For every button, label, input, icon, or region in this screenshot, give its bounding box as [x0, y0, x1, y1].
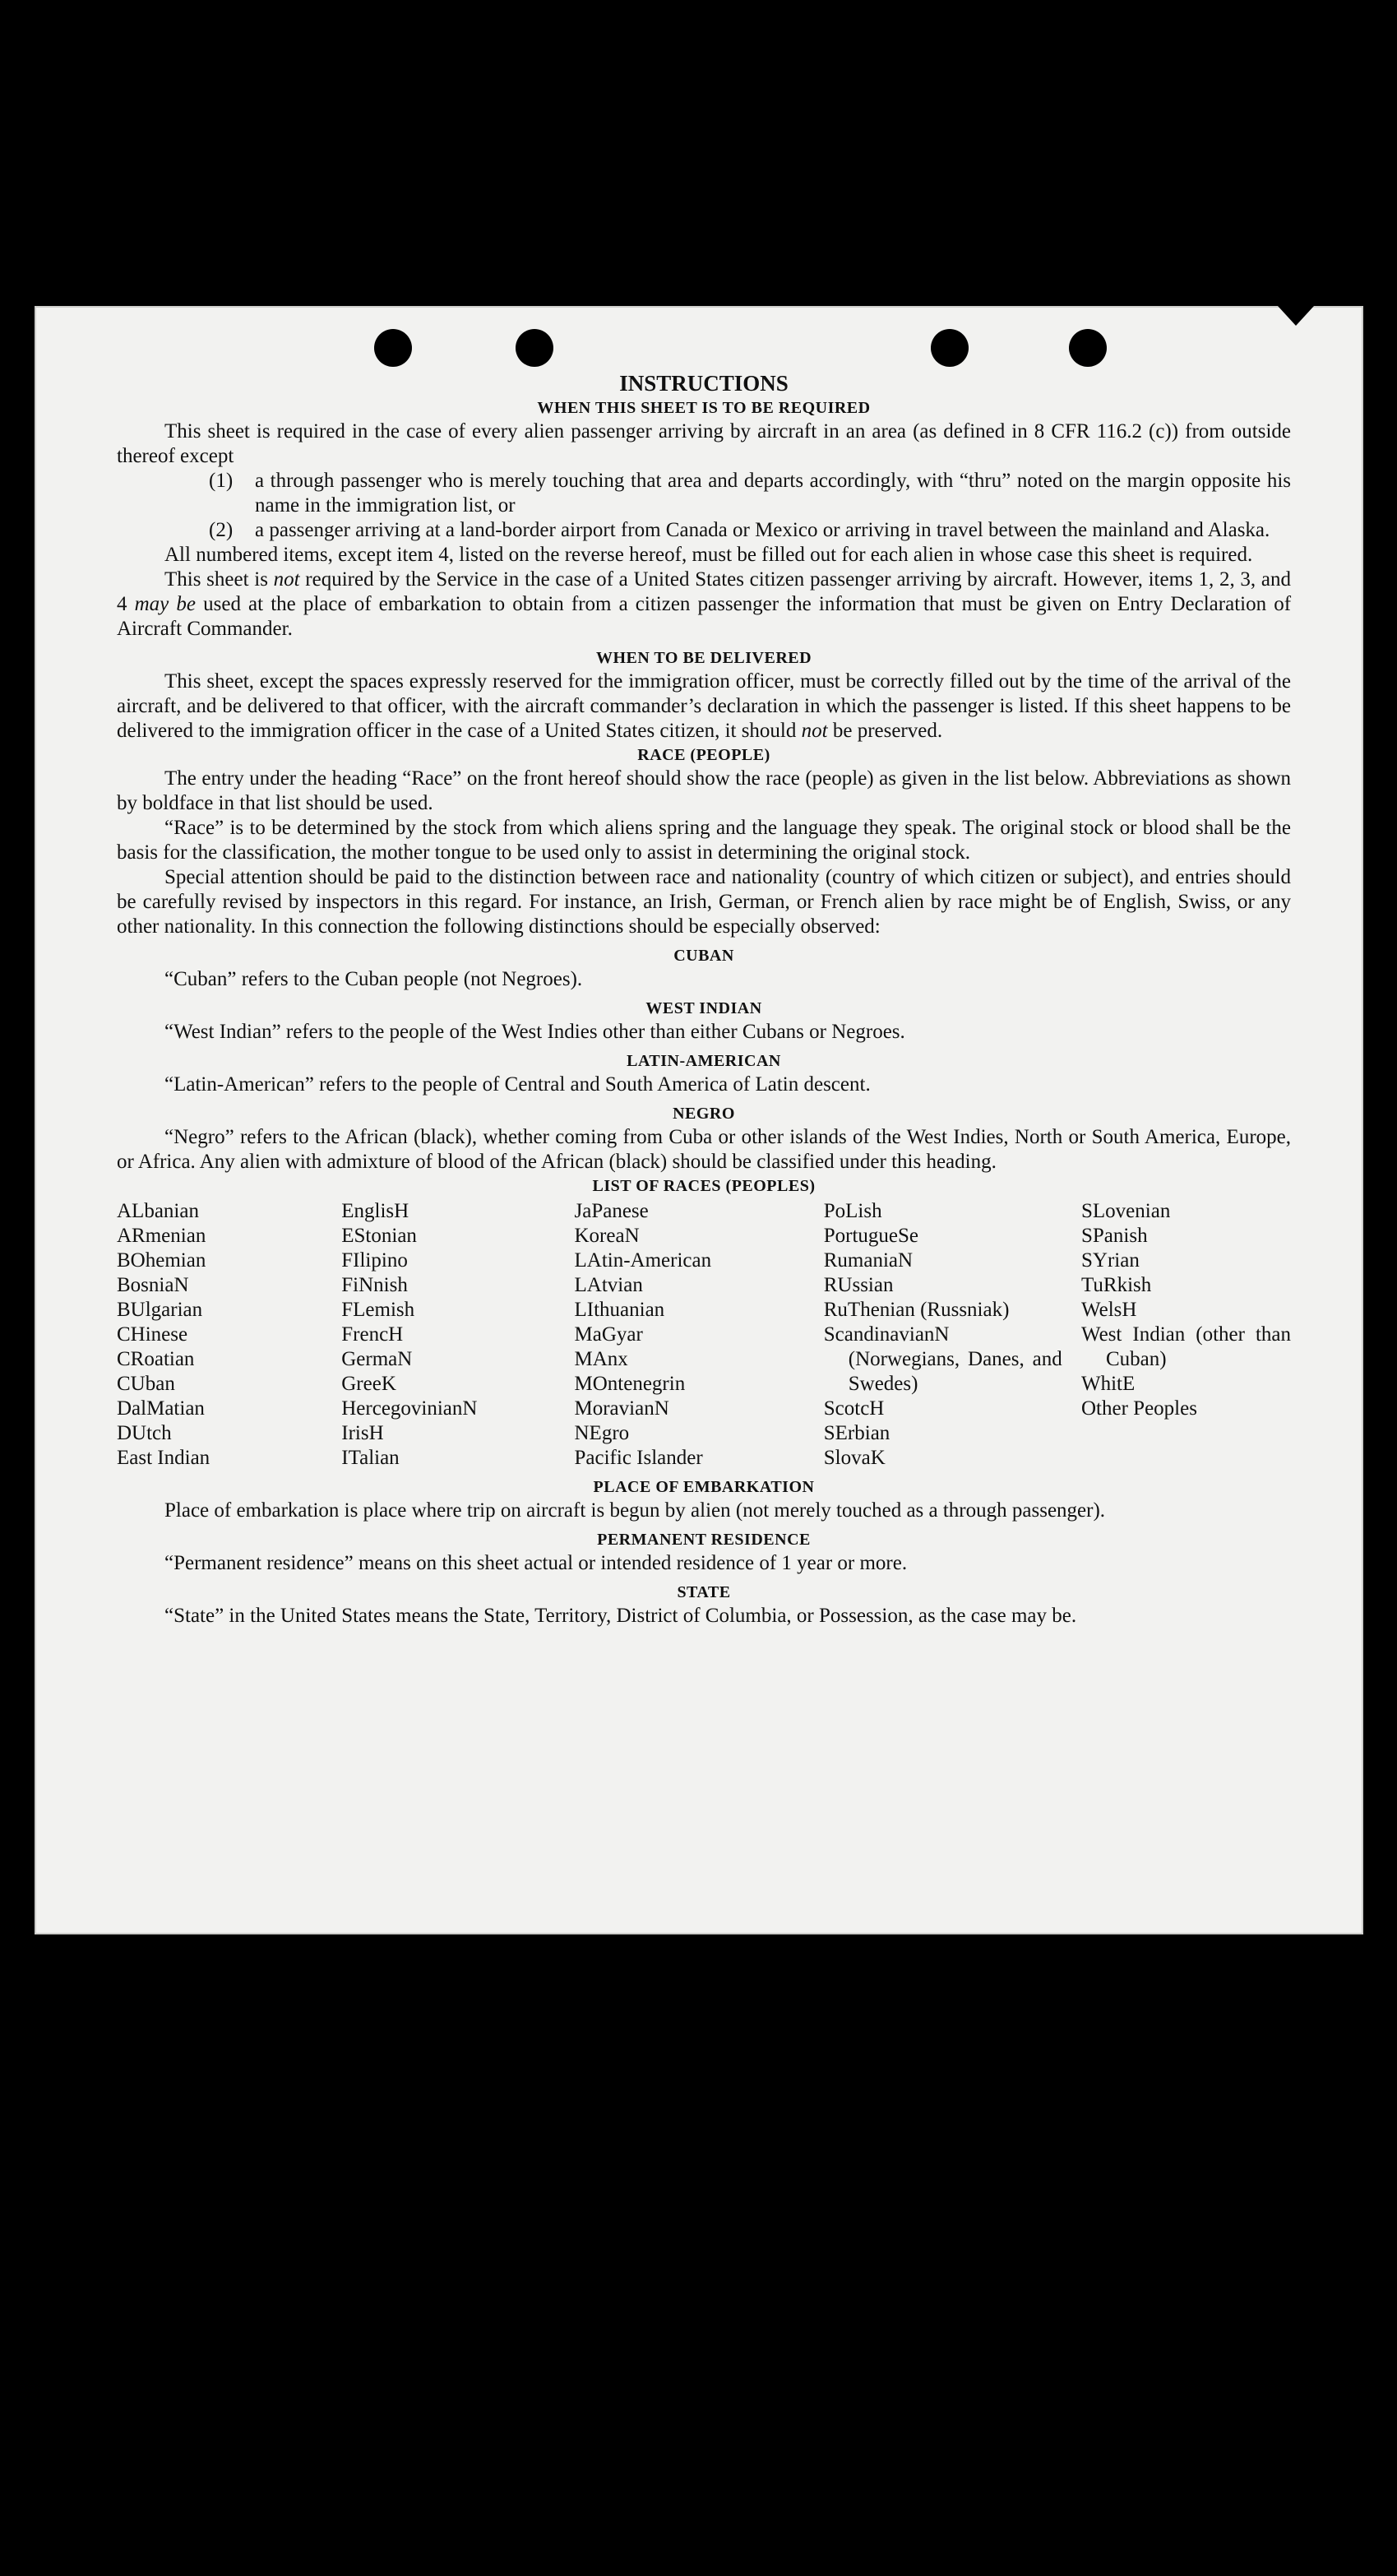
paragraph: Special attention should be paid to the distinction between race and nationality (country of which citizen or subject), and entries should be carefully revised by inspectors in this regard. For instance, an Irish, German, or French alien by race might be of English, Swiss, or any other nationality. In this connection the following distinctions should be especially observed: [117, 866, 1291, 938]
paragraph: The entry under the heading “Race” on the front hereof should show the race (people) as given in the list below. Abbreviations as shown by boldface in that list should be used. [117, 767, 1291, 814]
race-entry: CUban [117, 1373, 175, 1395]
race-entry: ALbanian [117, 1200, 199, 1222]
page-title: INSTRUCTIONS [619, 371, 789, 396]
section-heading: NEGRO [673, 1105, 735, 1123]
race-entry: ITalian [341, 1447, 400, 1469]
paragraph: “Permanent residence” means on this sheet actual or intended residence of 1 year or more. [164, 1552, 908, 1574]
race-entry: SErbian [823, 1422, 890, 1444]
punch-hole [374, 329, 412, 367]
punch-hole [1069, 329, 1107, 367]
section-heading: LIST OF RACES (PEOPLES) [592, 1177, 816, 1195]
race-entry: DUtch [117, 1422, 172, 1444]
race-entry: WhitE [1081, 1373, 1136, 1395]
item-number: (1) [209, 470, 234, 492]
race-entry: EnglisH [341, 1200, 409, 1222]
section-heading: PERMANENT RESIDENCE [597, 1531, 811, 1549]
emphasis-text: not [801, 720, 828, 742]
race-entry: NEgro [574, 1422, 630, 1444]
paragraph: This sheet is required in the case of every alien passenger arriving by aircraft in an area (as defined in 8 CFR 116.2 (c)) from outside thereof except [117, 420, 1291, 467]
race-entry: FrencH [341, 1323, 404, 1346]
race-entry: ARmenian [117, 1225, 206, 1247]
paragraph: “Cuban” refers to the Cuban people (not Negroes). [164, 968, 583, 990]
race-entry: PortugueSe [823, 1225, 919, 1247]
paragraph [117, 568, 1291, 642]
race-entry: LAtin-American [574, 1249, 712, 1272]
item-text: a passenger arriving at a land-border airport from Canada or Mexico or arriving in travel between the mainland and Alaska. [255, 519, 1270, 541]
text-run: This sheet, except the spaces expressly reserved for the immigration officer, must be correctly filled out by the time of the arrival of the aircraft, and be delivered to that officer, with the aircraft commander’s declaration in which the passenger is listed. If this sheet happens to be delivered to the immigration officer in the case of a United States citizen, it should [117, 670, 1291, 742]
race-entry: ScandinavianN (Norwegians, Danes, and Swedes) [823, 1323, 1062, 1395]
race-entry: LIthuanian [574, 1299, 665, 1321]
race-entry: SLovenian [1081, 1200, 1171, 1222]
document-sheet [35, 306, 1363, 1934]
paragraph: “Race” is to be determined by the stock from which aliens spring and the language they speak. The original stock or blood shall be the basis for the classification, the mother tongue to be used only to assist in determining the original stock. [117, 817, 1291, 864]
race-entry: RumaniaN [823, 1249, 914, 1272]
list-item [209, 518, 1291, 543]
section-heading: CUBAN [673, 947, 734, 965]
corner-tear [1278, 306, 1314, 326]
race-entry: CHinese [117, 1323, 188, 1346]
race-entry: West Indian (other than Cuban) [1081, 1323, 1291, 1370]
races-column [575, 1199, 805, 1471]
race-entry: EStonian [341, 1225, 417, 1247]
race-entry: Pacific Islander [574, 1447, 703, 1469]
race-entry: BosniaN [117, 1274, 189, 1296]
races-column [1081, 1199, 1291, 1471]
paragraph: Place of embarkation is place where trip on aircraft is begun by alien (not merely touched as a through passenger). [164, 1499, 1106, 1522]
text-run: used at the place of embarkation to obtain from a citizen passenger the information that must be given on Entry Declaration of Aircraft Commander. [117, 593, 1292, 640]
race-entry: FLemish [341, 1299, 415, 1321]
race-entry: DalMatian [117, 1397, 205, 1420]
race-entry: SYrian [1081, 1249, 1140, 1272]
text-run: required by the Service in the case of a United States citizen passenger arriving by aircraft. However, items 1, 2, 3, and 4 [117, 568, 1291, 615]
paragraph: “Negro” refers to the African (black), whether coming from Cuba or other islands of the West Indies, North or South America, Europe, or Africa. Any alien with admixture of blood of the African (black) should be classified under this heading. [117, 1126, 1291, 1173]
emphasis-text: may be [134, 593, 196, 615]
race-entry: RuThenian (Russniak) [823, 1299, 1010, 1321]
race-entry: GermaN [341, 1348, 413, 1370]
race-entry: JaPanese [574, 1200, 649, 1222]
section-heading: LATIN-AMERICAN [627, 1052, 781, 1070]
race-entry: East Indian [117, 1447, 210, 1469]
race-entry: CRoatian [117, 1348, 195, 1370]
race-entry: Other Peoples [1081, 1397, 1197, 1420]
text-run: be preserved. [827, 720, 943, 742]
race-entry: FiNnish [341, 1274, 408, 1296]
paragraph: “West Indian” refers to the people of the West Indies other than either Cubans or Negroes. [164, 1021, 905, 1043]
races-column [341, 1199, 555, 1471]
race-entry: LAtvian [574, 1274, 643, 1296]
text-run: This sheet is [164, 568, 274, 591]
race-entry: MOntenegrin [574, 1373, 686, 1395]
race-entry: MAnx [574, 1348, 628, 1370]
race-entry: RUssian [823, 1274, 894, 1296]
race-entry: HercegovinianN [341, 1397, 478, 1420]
race-entry: BOhemian [117, 1249, 206, 1272]
section-heading: RACE (PEOPLE) [637, 746, 770, 764]
paragraph: “Latin-American” refers to the people of Central and South America of Latin descent. [164, 1073, 871, 1096]
race-entry: SPanish [1081, 1225, 1148, 1247]
punch-hole [931, 329, 969, 367]
paragraph: “State” in the United States means the State, Territory, District of Columbia, or Possession, as the case may be. [164, 1605, 1077, 1627]
race-entry: ScotcH [823, 1397, 885, 1420]
race-entry: SlovaK [823, 1447, 886, 1469]
section-heading: WHEN THIS SHEET IS TO BE REQUIRED [537, 399, 871, 417]
punch-hole [516, 329, 553, 367]
race-entry: TuRkish [1081, 1274, 1152, 1296]
race-entry: PoLish [823, 1200, 882, 1222]
item-text: a through passenger who is merely touching that area and departs accordingly, with “thru” noted on the margin opposite his name in the immigration list, or [255, 470, 1291, 517]
races-table [117, 1199, 1291, 1471]
list-item [209, 469, 1291, 518]
race-entry: MoravianN [574, 1397, 669, 1420]
section-heading: WEST INDIAN [645, 999, 762, 1017]
races-column [117, 1199, 322, 1471]
race-entry: BUlgarian [117, 1299, 203, 1321]
section-heading: WHEN TO BE DELIVERED [595, 649, 812, 667]
paragraph: All numbered items, except item 4, listed on the reverse hereof, must be filled out for each alien in whose case this sheet is required. [164, 544, 1253, 566]
race-entry: KoreaN [574, 1225, 640, 1247]
race-entry: GreeK [341, 1373, 396, 1395]
race-entry: FIlipino [341, 1249, 408, 1272]
race-entry: WelsH [1081, 1299, 1137, 1321]
section-heading: STATE [677, 1583, 731, 1601]
race-entry: IrisH [341, 1422, 384, 1444]
instructions-content [117, 372, 1291, 1629]
races-column [824, 1199, 1062, 1471]
paragraph [117, 669, 1291, 744]
item-number: (2) [209, 519, 234, 541]
race-entry: MaGyar [574, 1323, 643, 1346]
emphasis-text: not [273, 568, 300, 591]
section-heading: PLACE OF EMBARKATION [593, 1478, 815, 1496]
